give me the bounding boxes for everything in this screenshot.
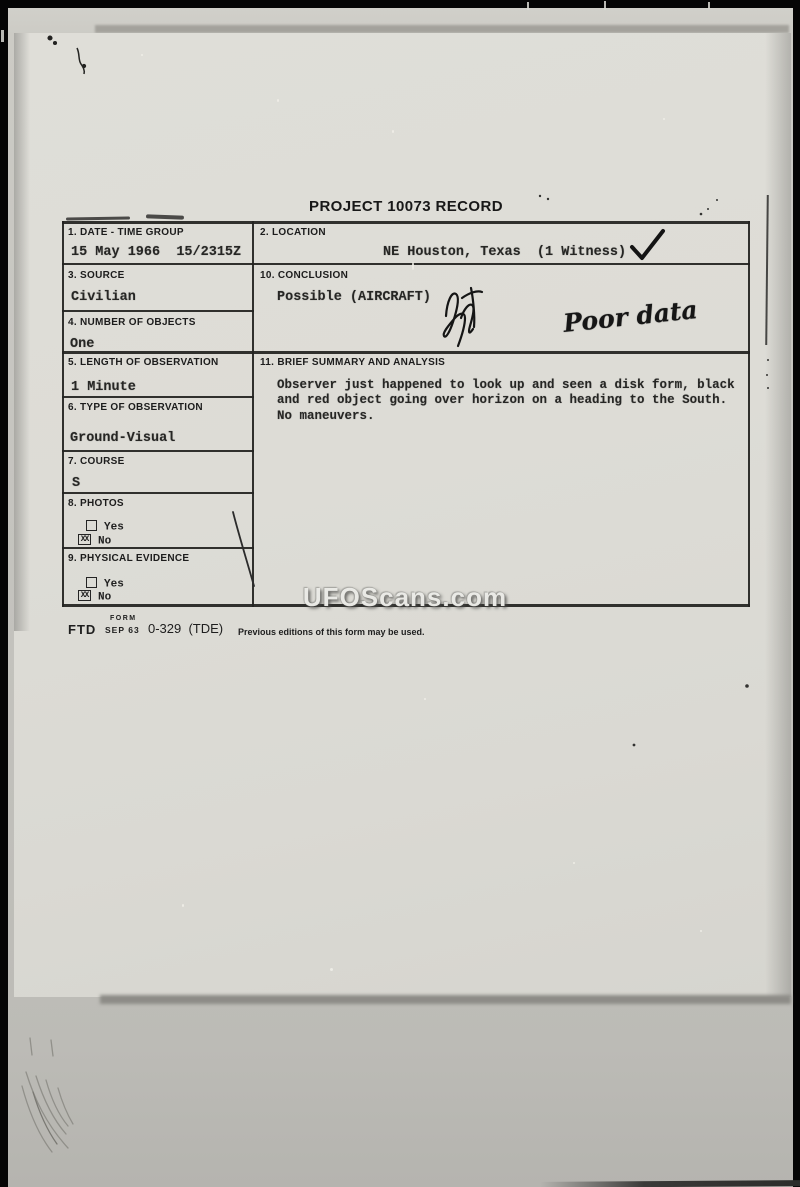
footer-form-date: SEP 63	[105, 625, 140, 635]
table-line-left-length	[62, 396, 254, 398]
dust-speck	[182, 904, 184, 907]
field-label-number-of-objects: 4. NUMBER OF OBJECTS	[68, 317, 196, 328]
field-label-location: 2. LOCATION	[260, 227, 326, 238]
summary-line-2: and red object going over horizon on a heading to the South.	[277, 393, 728, 408]
table-border-left	[62, 221, 64, 607]
dust-speck	[424, 698, 426, 700]
paper-sheet-main	[14, 33, 791, 997]
field-value-date-time-group: 15 May 1966 15/2315Z	[71, 245, 242, 260]
paper-edge-shadow-bottom	[100, 995, 791, 1004]
watermark: UFOScans.com	[302, 582, 508, 612]
summary-line-1: Observer just happened to look up and seen a disk form, black	[277, 378, 735, 392]
field-value-location: NE Houston, Texas (1 Witness)	[383, 245, 627, 260]
field-value-brief-summary	[277, 378, 735, 424]
dust-fiber	[412, 262, 414, 270]
field-value-source: Civilian	[71, 290, 136, 305]
checkbox-crossed-icon: XX	[78, 590, 91, 601]
footer-note: Previous editions of this form may be used.	[238, 627, 425, 637]
record-title: PROJECT 10073 RECORD	[309, 198, 503, 215]
photos-no-label: No	[98, 535, 112, 548]
scan-bar-speck	[708, 2, 710, 9]
field-value-type-of-observation: Ground-Visual	[70, 431, 176, 446]
scan-bar-speck	[604, 1, 606, 10]
dust-speck	[700, 930, 702, 932]
field-label-type-of-observation: 6. TYPE OF OBSERVATION	[68, 402, 203, 413]
field-label-brief-summary: 11. BRIEF SUMMARY AND ANALYSIS	[260, 357, 446, 368]
summary-line-3: No maneuvers.	[277, 408, 375, 423]
photos-yes-label: Yes	[104, 521, 124, 534]
checkbox-crossed-icon: XX	[78, 534, 91, 545]
table-line-left-source	[62, 310, 254, 312]
table-line-left-course	[62, 492, 254, 494]
footer-form-number: 0-329 (TDE)	[148, 621, 224, 636]
footer-org: FTD	[68, 622, 97, 637]
table-border-right	[748, 221, 750, 607]
checkbox-unchecked-icon	[86, 520, 97, 531]
field-label-date-time-group: 1. DATE - TIME GROUP	[68, 227, 184, 238]
dust-speck	[277, 99, 279, 102]
scan-edge-artifact	[540, 1180, 800, 1187]
field-value-conclusion: Possible (AIRCRAFT)	[277, 290, 431, 305]
dust-speck	[141, 54, 143, 56]
table-border-top	[62, 221, 750, 224]
dust-speck	[573, 862, 575, 864]
photos-yes-row	[86, 521, 124, 533]
table-line-left-type	[62, 450, 254, 452]
evidence-yes-row	[86, 578, 124, 590]
evidence-no-label: No	[98, 591, 112, 604]
footer-form-word: FORM	[110, 615, 137, 622]
table-line-row3	[62, 351, 750, 354]
field-value-course: S	[72, 476, 81, 491]
field-value-length-of-observation: 1 Minute	[71, 380, 136, 395]
table-divider-columns	[252, 221, 254, 607]
dust-speck	[663, 118, 665, 120]
field-label-course: 7. COURSE	[68, 456, 125, 467]
dust-speck	[330, 968, 333, 971]
handwritten-note-poor-data: Poor data	[561, 295, 699, 338]
dust-speck	[392, 130, 394, 133]
table-line-row1	[62, 263, 750, 265]
evidence-yes-label: Yes	[104, 578, 124, 591]
field-value-number-of-objects: One	[70, 337, 95, 352]
evidence-no-row	[78, 591, 111, 603]
scan-bar-speck	[527, 2, 529, 10]
scan-bar-speck	[1, 30, 4, 42]
photos-no-row	[78, 535, 111, 547]
field-label-conclusion: 10. CONCLUSION	[260, 270, 349, 281]
paper-edge-shadow-top	[95, 25, 789, 33]
field-label-photos: 8. PHOTOS	[68, 498, 124, 509]
checkbox-unchecked-icon	[86, 577, 97, 588]
field-label-length-of-observation: 5. LENGTH OF OBSERVATION	[68, 357, 219, 368]
field-label-physical-evidence: 9. PHYSICAL EVIDENCE	[68, 553, 190, 564]
field-label-source: 3. SOURCE	[68, 270, 125, 281]
